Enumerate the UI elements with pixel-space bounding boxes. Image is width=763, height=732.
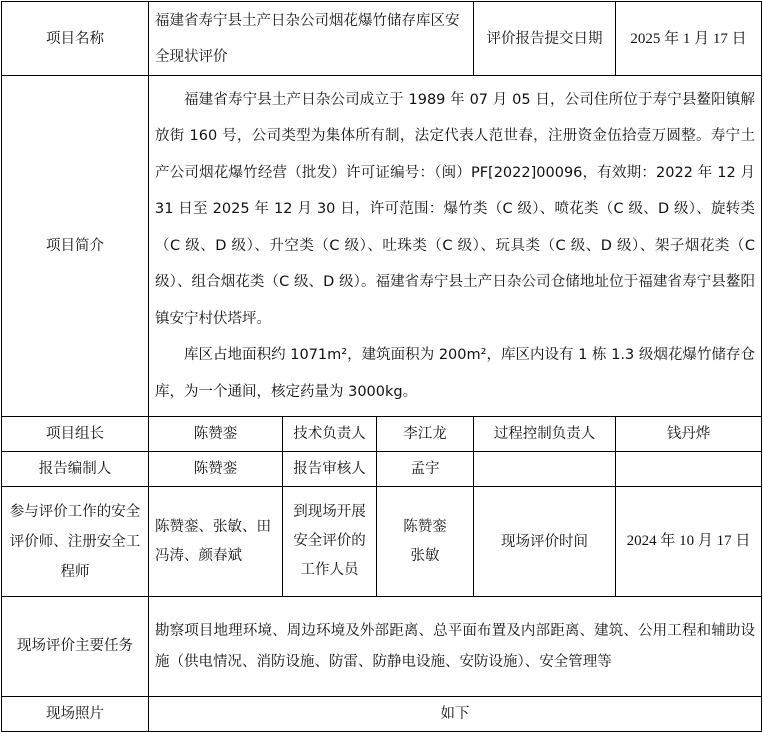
report-info-table — [1, 1, 762, 732]
reviewer-label: 报告审核人 — [283, 452, 377, 487]
intro-label: 项目简介 — [2, 76, 149, 417]
process: 钱丹烨 — [616, 417, 762, 452]
onsite-staff — [377, 487, 474, 597]
submit-date: 2025 年 1 月 17 日 — [616, 2, 762, 76]
process-label: 过程控制负责人 — [474, 417, 616, 452]
onsite-label: 到现场开展安全评价的工作人员 — [283, 487, 377, 597]
leader-label: 项目组长 — [2, 417, 149, 452]
tasks-label: 现场评价主要任务 — [2, 597, 149, 697]
intro-cell — [149, 76, 762, 417]
intro-paragraph-1: 福建省寿宁县土产日杂公司成立于 1989 年 07 月 05 日，公司住所位于寿宁县鳌阳镇解放街 160 号，公司类型为集体所有制，法定代表人范世春，注册资金伍拾壹万圆整。寿宁土产公司烟花爆竹经营（批发）许可证编号：（闽）PF[2022]00096，有效期：2022 年 12 月 31 日至 2025 年 12 月 30 日，许可范围：爆竹类（C 级）、喷花类（C 级、D 级）、旋转类（C 级、D 级）、升空类（C 级）、吐珠类（C 级）、玩具类（C 级、D 级）、架子烟花类（C 级）、组合烟花类（C 级、D 级）。福建省寿宁县土产日杂公司仓储地址位于福建省寿宁县鳌阳镇安宁村伏塔坪。 — [155, 91, 755, 327]
intro-paragraph-2: 库区占地面积约 1071m²，建筑面积为 200m²，库区内设有 1 栋 1.3 级烟花爆竹储存仓库，为一个通间，核定药量为 3000kg。 — [155, 347, 755, 400]
submit-date-label: 评价报告提交日期 — [474, 2, 616, 76]
photos: 如下 — [149, 697, 762, 732]
onsite-staff-1: 陈赞銮 — [403, 518, 447, 535]
author-label: 报告编制人 — [2, 452, 149, 487]
leader: 陈赞銮 — [149, 417, 283, 452]
onsite-staff-2: 张敏 — [410, 547, 440, 564]
onsite-time-label: 现场评价时间 — [474, 487, 616, 597]
project-name: 福建省寿宁县土产日杂公司烟花爆竹储存库区安全现状评价 — [149, 2, 474, 76]
tech-label: 技术负责人 — [283, 417, 377, 452]
empty-cell — [474, 452, 616, 487]
evaluators-label: 参与评价工作的安全评价师、注册安全工程师 — [2, 487, 149, 597]
author: 陈赞銮 — [149, 452, 283, 487]
empty-cell — [616, 452, 762, 487]
tech: 李江龙 — [377, 417, 474, 452]
reviewer: 孟宇 — [377, 452, 474, 487]
tasks: 勘察项目地理环境、周边环境及外部距离、总平面布置及内部距离、建筑、公用工程和辅助设施（供电情况、消防设施、防雷、防静电设施、安防设施）、安全管理等 — [149, 597, 762, 697]
onsite-time: 2024 年 10 月 17 日 — [616, 487, 762, 597]
photos-label: 现场照片 — [2, 697, 149, 732]
evaluators: 陈赞銮、张敏、田冯涛、颜春斌 — [149, 487, 283, 597]
project-name-label: 项目名称 — [2, 2, 149, 76]
